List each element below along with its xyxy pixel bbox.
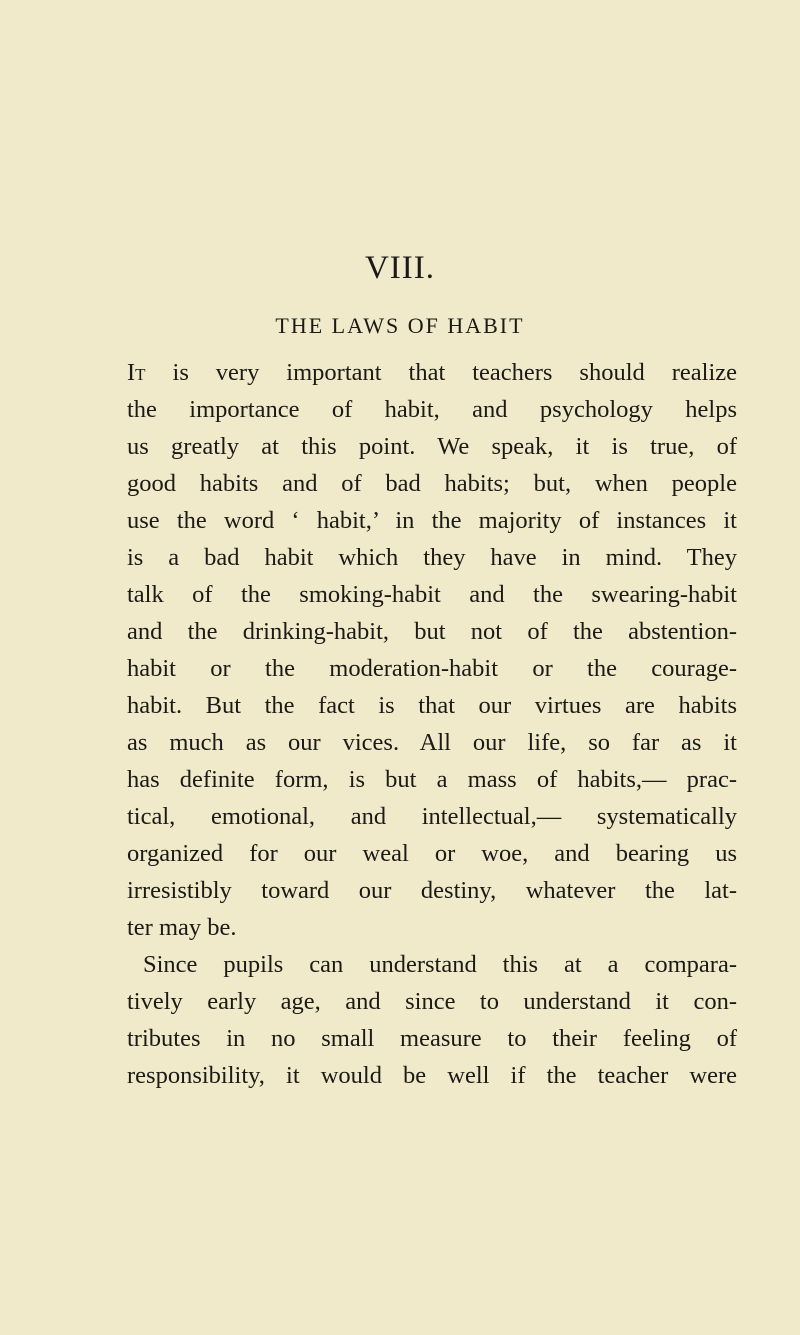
paragraph-1 [127, 354, 737, 946]
text-line: and the drinking-habit, but not of the abstention- [127, 618, 737, 645]
text-line: Since pupils can understand this at a compara- [143, 951, 737, 978]
chapter-title: THE LAWS OF HABIT [275, 313, 525, 338]
body-text [127, 354, 737, 1094]
drop-lead-word: It [127, 359, 146, 386]
text-line: the importance of habit, and psychology helps [127, 396, 737, 423]
text-line: as much as our vices. All our life, so far as it [127, 729, 737, 756]
text-line: irresistibly toward our destiny, whatever the lat- [127, 877, 737, 904]
text-line [127, 354, 737, 391]
paragraph-2 [127, 946, 737, 1094]
text-line: tively early age, and since to understand it con- [127, 988, 737, 1015]
text-line: tributes in no small measure to their feeling of [127, 1025, 737, 1052]
text-line: good habits and of bad habits; but, when people [127, 470, 737, 497]
text-line: tical, emotional, and intellectual,— systematically [127, 803, 737, 830]
text-line: ter may be. [127, 914, 237, 941]
text-line: has definite form, is but a mass of habits,— prac- [127, 766, 737, 793]
chapter-number: VIII. [364, 250, 436, 286]
text-line: is a bad habit which they have in mind. They [127, 544, 737, 571]
text-line: habit. But the fact is that our virtues are habits [127, 692, 737, 719]
text-line: us greatly at this point. We speak, it is true, of [127, 433, 737, 460]
text-line-rest: is very important that teachers should realize [145, 359, 737, 386]
text-line: organized for our weal or woe, and bearing us [127, 840, 737, 867]
text-line: talk of the smoking-habit and the swearing-habit [127, 581, 737, 608]
text-line: habit or the moderation-habit or the courage- [127, 655, 737, 682]
text-line: use the word ‘ habit,’ in the majority of instances it [127, 507, 737, 534]
text-line: responsibility, it would be well if the teacher were [127, 1062, 737, 1089]
